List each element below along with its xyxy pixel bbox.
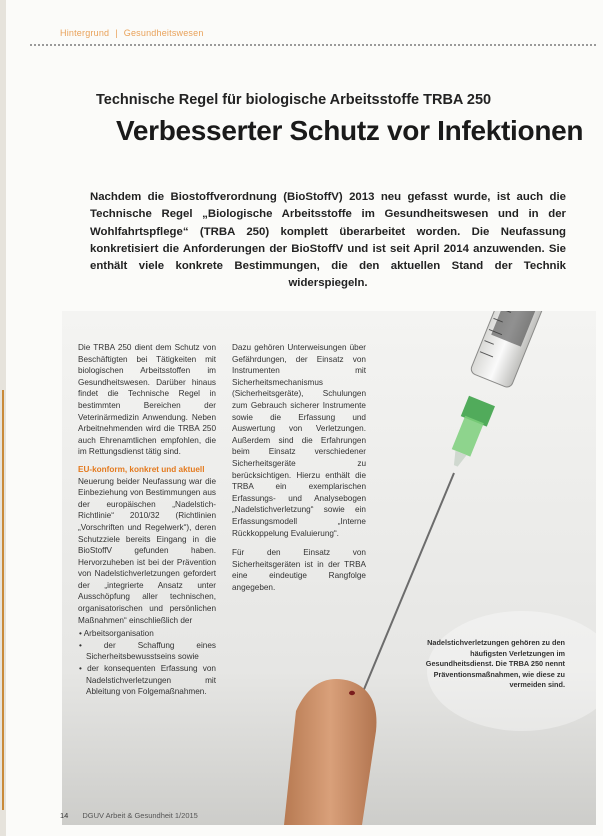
col2-paragraph-2: Für den Einsatz von Sicherheitsgeräten ist in der TRBA eine eindeutige Rangfolge angegeben. bbox=[232, 548, 366, 592]
topic-label: Gesundheitswesen bbox=[123, 28, 204, 38]
list-item: • Arbeitsorganisation bbox=[78, 628, 216, 640]
publication-name: DGUV Arbeit & Gesundheit 1/2015 bbox=[82, 811, 198, 820]
subheading-eu: EU-konform, konkret und aktuell bbox=[78, 464, 205, 474]
section-header: Hintergrund | Gesundheitswesen bbox=[60, 28, 204, 38]
measures-list bbox=[78, 628, 216, 698]
article-lead: Nachdem die Biostoffverordnung (BioStoffV) 2013 neu gefasst wurde, ist auch die Technische Regel „Biologische Arbeitsstoffe im Gesundheitswesen und in der Wohlfahrtspflege“ (TRBA 250) komplett überarbeitet worden. Die Neufassung konkretisiert die Anforderungen der BioStoffV und ist seit April 2014 anzuwenden. Sie enthält viele konkrete Bestimmungen, die den aktuellen Stand der Technik widerspiegeln. bbox=[90, 191, 566, 290]
list-item: • der konsequenten Erfassung von Nadelstichverletzungen mit Ableitung von Folgemaßnahmen. bbox=[78, 663, 216, 698]
body-column-1 bbox=[78, 342, 216, 698]
col1-paragraph-1: Die TRBA 250 dient dem Schutz von Beschäftigten bei Tätigkeiten mit biologischen Arbeitsstoffen im Gesundheitswesen. Darüber hinaus findet die Technische Regel in bestimmten Bereichen der Veterinärmedizin Anwendung. Neben Arbeitnehmenden wird die TRBA 250 auch Ehrenamtlichen empfohlen, die im Rettungsdienst tätig sind. bbox=[78, 343, 216, 457]
article-title: Verbesserter Schutz vor Infektionen bbox=[116, 115, 584, 146]
list-item: • der Schaffung eines Sicherheitsbewusstseins sowie bbox=[78, 640, 216, 663]
article-kicker: Technische Regel für biologische Arbeitsstoffe TRBA 250 bbox=[96, 92, 492, 108]
section-label: Hintergrund bbox=[60, 28, 110, 38]
page-footer bbox=[60, 811, 198, 820]
dotted-divider bbox=[30, 44, 596, 46]
col2-paragraph-1: Dazu gehören Unterweisungen über Gefährdungen, der Einsatz von Instrumenten mit Sicherheitsmechanismus (Sicherheitsgeräte), Schulungen zum Gebrauch sicherer Instrumente sowie die Erfassung und Auswertung von Verletzungen. Außerdem sind die Erfahrungen beim Einsatz verschiedener Sicherheitsgeräte zu berücksichtigen. Hierzu enthält die TRBA ein exemplarischen Erfassungs- und Analysebogen „Nadelstichverletzung“ sowie ein Erfassungsmodell „Interne Rückkoppelung Evaluierung“. bbox=[232, 343, 366, 538]
page-edge bbox=[0, 0, 6, 836]
finger-wound bbox=[349, 691, 355, 695]
col1-paragraph-2: Neuerung beider Neufassung war die Einbeziehung von Bestimmungen aus der europäischen „Nadelstich-Richtlinie“ 2010/32 (Richtlinien „Vorschriften und Regelwerk“), deren Schutzziele bereits Eingang in die BioStoffV gefunden haben. Hervorzuheben ist bei der Prävention von Nadelstichverletzungen gefordert der „integrierte Ansatz unter Ausschöpfung aller technischen, organisatorischen und persönlichen Maßnahmen“ einschließlich der bbox=[78, 476, 216, 625]
photo-caption: Nadelstichverletzungen gehören zu den häufigsten Verletzungen im Gesundheitsdienst. Die TRBA 250 nennt Präventionsmaßnahmen, wie diese zu vermeiden sind. bbox=[425, 638, 565, 689]
body-column-2 bbox=[232, 342, 366, 595]
binding-line bbox=[2, 390, 4, 810]
page-number: 14 bbox=[60, 811, 69, 820]
